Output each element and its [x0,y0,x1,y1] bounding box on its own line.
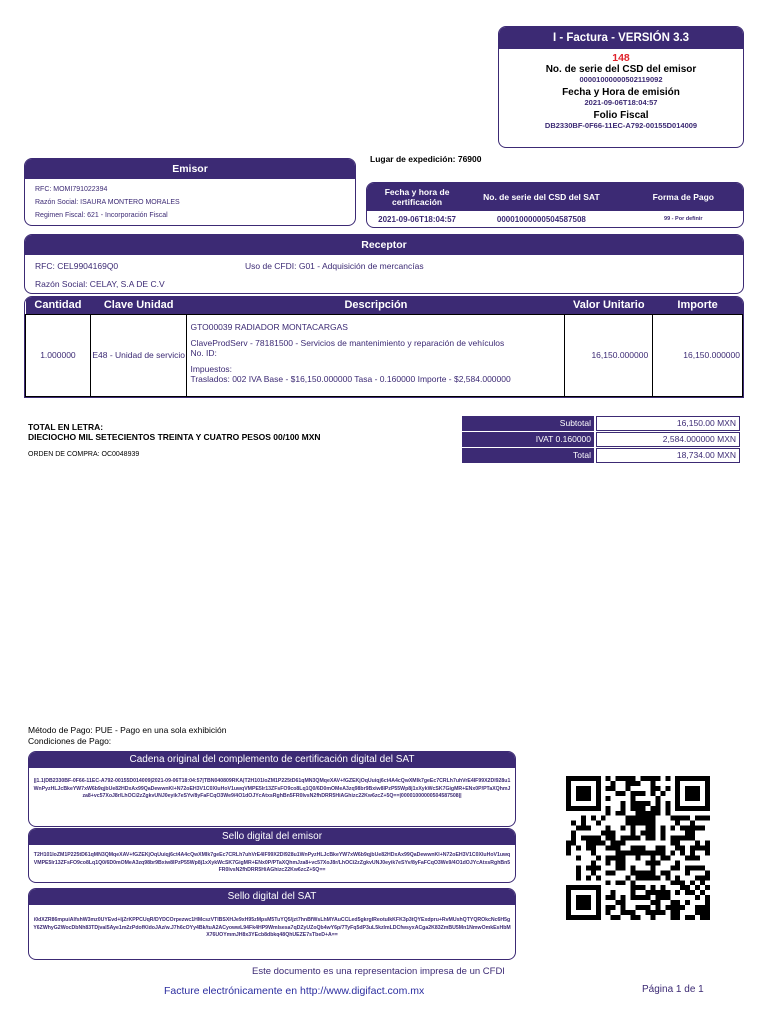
cert-fecha-header: Fecha y hora de certificación [384,187,450,207]
page-number: Página 1 de 1 [642,984,704,995]
receptor-razon-social: Razón Social: CELAY, S.A DE C.V [35,279,165,289]
emisor-rfc: RFC: MOMI791022394 [35,186,108,193]
col-cantidad: Cantidad [26,297,91,314]
folio-fiscal-label: Folio Fiscal [593,110,649,121]
total-label: Total [462,448,594,463]
emisor-title: Emisor [25,159,355,179]
desc-line-traslados: Traslados: 002 IVA Base - $16,150.000000 Tasa - 0.160000 Importe - $2,584.000000 [190,374,511,384]
col-descripcion: Descripción [187,297,565,314]
emisor-regimen: Regimen Fiscal: 621 - Incorporación Fiscal [35,212,168,219]
concepts-table [24,296,744,398]
cell-cantidad: 1.000000 [26,314,91,396]
subtotal-label: Subtotal [462,416,594,431]
cert-forma-pago-value: 99 - Por definir [664,216,703,222]
receptor-title: Receptor [25,235,743,255]
iva-value: 2,584.000000 MXN [596,432,740,447]
cert-serie-value: 00001000000504587508 [496,214,586,224]
certificacion-header [367,183,743,211]
cert-fecha-value: 2021-09-06T18:04:57 [378,214,456,224]
sello-sat-text: i0dXZR86mpuiAlfshW3mz0UYEvd+IjZrKPPCUqR/DYDCOrpezwc1HMcszVTIBSXHJe9xH95zMpsM5TuYQ5/jzt7hnBfWsLhMYAuCCLed5gkrgIReotuIkKFK3p3tQYExdpru+RvMUshQTYQROkcNc6H5gY6ZWhyG2WocDbNh83TDjval5Aye1m2zPdofKldoJAz/w.J7h6cOYy4Bk/tuA2ACyowwL94Fk4HP9Wmlsesa7qDZyUZoQb4wY6p/7TyFq5dP3uL5kzlmLDCfwsyxACga2K83ZmBU5Mn1NmwOmkEsHbMX76UOYmmJH8x3YEcb8dbkq48QhUEZE7sTbeD+A== [33,917,511,938]
emisor-box [24,158,356,226]
fecha-emision-value: 2021-09-06T18:04:57 [584,98,658,107]
concepts-header-row [26,297,743,314]
cell-importe: 16,150.000000 [653,314,743,396]
cell-descripcion [187,314,565,396]
receptor-box [24,234,744,294]
payment-info [28,725,226,747]
receptor-uso-cfdi: Uso de CFDI: G01 - Adquisición de mercancías [245,261,424,271]
desc-line-producto: GTO00039 RADIADOR MONTACARGAS [190,322,348,332]
subtotal-value: 16,150.00 MXN [596,416,740,431]
table-row [26,314,743,396]
cadena-original-text: ||1.1|DB2330BF-0F66-11EC-A792-00155D014009|2021-09-06T18:04:57|TBN040809RKA|T2H101loZM1P225tD61qMN3QMqeXAV+fGZEKjOqUuiqj6ct4A4cQwXMlk7geEc7CRLh7uhVrE4lF99X2Dl928u1WnPyzHLJcBkeYW7xW6b9qjbUe82HDxAx99QaDewwnKI+N72oEH3V1C0XluHoV1uwqVMPE5Ir13ZFsFO9co8Lq1Q0/6D0mOMeA3zq98br9Bxiw8lPzP55Wp8j1xXykWcSK7GigMR+ENx0P/PTaXQhmJza8+vc57XoJ8r/LhOCi2zZgkvUNJ0eyik7eSYv/8yFaFCqO3We9/4O1dOJYcAtxsRghBn5FR0lvsN2fhDRR5HiAGhizc22Kw6zcZ+5Q==|00001000000504587508|| [33,778,511,799]
sello-emisor-box [28,828,516,883]
iva-label: IVAT 0.160000 [462,432,594,447]
col-valor-unitario: Valor Unitario [565,297,653,314]
cell-clave-unidad: E48 - Unidad de servicio [90,314,187,396]
factura-info-box [498,26,744,148]
sello-sat-title: Sello digital del SAT [29,889,515,905]
metodo-pago: Método de Pago: PUE - Pago en una sola exhibición [28,725,227,735]
cell-valor-unitario: 16,150.000000 [565,314,653,396]
factura-title: I - Factura - VERSIÓN 3.3 [499,27,743,49]
receptor-row-2 [25,275,743,293]
total-value: 18,734.00 MXN [596,448,740,463]
cert-forma-pago-header: Forma de Pago [652,192,714,202]
folio-fiscal-value: DB2330BF-0F66-11EC-A792-00155D014009 [544,121,698,130]
emisor-razon-social: Razón Social: ISAURA MONTERO MORALES [35,199,180,206]
sello-emisor-title: Sello digital del emisor [29,829,515,845]
orden-compra: ORDEN DE COMPRA: OC0048939 [28,451,140,458]
representacion-impresa-note: Este documento es una representacion impresa de un CFDI [252,966,505,977]
desc-line-no-id: No. ID: [190,348,217,358]
certificacion-box [366,182,744,228]
col-importe: Importe [653,297,743,314]
col-clave-unidad: Clave Unidad [90,297,187,314]
cadena-original-box [28,751,516,827]
total-en-letra [28,422,321,442]
desc-line-impuestos: Impuestos: [190,364,233,374]
csd-emisor-label: No. de serie del CSD del emisor [545,64,697,75]
lugar-expedicion: Lugar de expedición: 76900 [370,154,482,164]
total-letra-value: DIECIOCHO MIL SETECIENTOS TREINTA Y CUATRO PESOS 00/100 MXN [28,432,321,442]
cadena-original-title: Cadena original del complemento de certificación digital del SAT [29,752,515,768]
certificacion-values [367,211,743,227]
condiciones-pago: Condiciones de Pago: [28,736,112,746]
qr-code-image [566,776,710,920]
factura-number: 148 [612,52,630,64]
csd-emisor-value: 00001000000502119092 [579,75,663,84]
desc-line-clave-prod: ClaveProdServ - 78181500 - Servicios de mantenimiento y reparación de vehículos [190,338,505,348]
facture-link[interactable]: Facture electrónicamente en http://www.digifact.com.mx [164,985,425,997]
fecha-emision-label: Fecha y Hora de emisión [562,87,680,98]
receptor-rfc: RFC: CEL9904169Q0 [35,261,119,271]
receptor-row-1 [25,257,743,275]
cert-serie-header: No. de serie del CSD del SAT [483,192,600,202]
sello-emisor-text: T2H101loZM1P225tD61qMN3QMqeXAV+fGZEKjOqUuiqj6ct4A4cQwXMlk7geEc7CRLh7uhVrE4lF99X2Dl928u1WnPyzHLJcBkeYW7xW6b9qjbUe82HDxAx99QaDewwnKI+N72oEH3V1C0XluHoV1uwqVMPE5Ir13ZFsFO9co8Lq1Q0/6D0mOMeA3zq98br9Bxiw8lPzP55Wp8j1xXykWcSK7GigMR+ENx0P/PTaXQhmJza8+vc57XoJ8r/LhOCi2zZgkvUNJ0eyik7eSYv/8yFaFCqO3We9/4O1dOJYcAtxsRghBn5FR0lvsN2fhDRR5HiAGhizc22Kw6zcZ+5Q== [33,852,511,873]
sello-sat-box [28,888,516,960]
total-letra-label: TOTAL EN LETRA: [28,422,104,432]
